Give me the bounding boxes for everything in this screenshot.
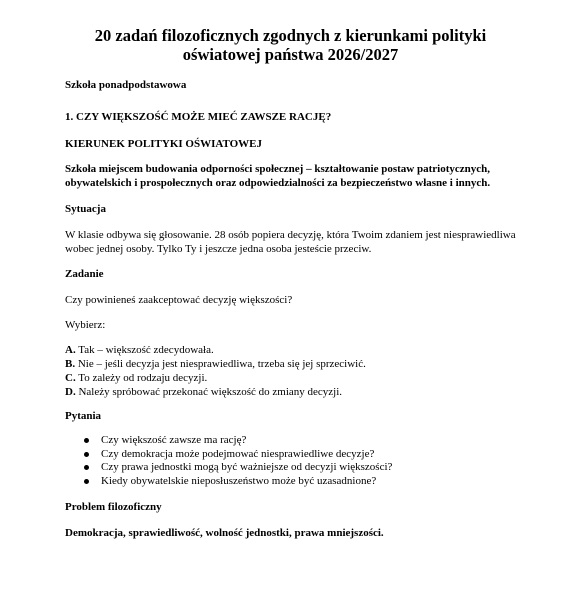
title-line-1: 20 zadań filozoficznych zgodnych z kierunkami polityki [94,26,487,45]
option-d [65,385,530,399]
policy-text [65,162,530,190]
options-list [65,343,530,399]
question-text: Czy prawa jednostki mogą być ważniejsze od decyzji większości? [101,461,393,473]
option-letter: B. [65,358,76,370]
school-level: Szkoła ponadpodstawowa [65,79,187,91]
option-a [65,343,530,357]
situation-text-line-2: wobec jednej osoby. Tylko Ty i jeszcze jedna osoba jesteście przeciw. [65,243,372,255]
option-text: Tak – większość zdecydowała. [75,344,214,356]
title-line-2: oświatowej państwa 2026/2027 [182,45,399,64]
problem-text: Demokracja, sprawiedliwość, wolność jednostki, prawa mniejszości. [65,527,384,539]
policy-text-line-2: obywatelskich i prospołecznych oraz odpowiedzialności za bezpieczeństwo własne i innych. [65,177,491,189]
option-letter: A. [65,344,76,356]
option-letter: C. [65,372,76,384]
question-item [84,448,392,462]
option-text: Nie – jeśli decyzja jest niesprawiedliwa, trzeba się jej sprzeciwić. [75,358,366,370]
option-c [65,371,530,385]
question-text: Czy demokracja może podejmować niesprawiedliwe decyzje? [101,447,375,460]
task-heading: 1. CZY WIĘKSZOŚĆ MOŻE MIEĆ ZAWSZE RACJĘ? [65,111,332,123]
question-item [84,475,392,489]
questions-list [84,434,392,488]
question-text: Czy większość zawsze ma rację? [101,434,247,446]
option-text: To zależy od rodzaju decyzji. [75,372,208,384]
document-title [40,26,541,64]
bullet-icon [84,438,89,443]
choose-label: Wybierz: [65,319,106,331]
option-letter: D. [65,386,76,398]
bullet-icon [84,465,89,470]
policy-heading: KIERUNEK POLITYKI OŚWIATOWEJ [65,138,263,150]
questions-heading: Pytania [65,410,102,422]
bullet-icon [84,479,89,484]
task-label: Zadanie [65,268,104,280]
situation-text [65,228,530,256]
situation-text-line-1: W klasie odbywa się głosowanie. 28 osób popiera decyzję, która Twoim zdaniem jest niesprawiedliwa [65,229,516,241]
question-item [84,434,392,448]
problem-heading: Problem filozoficzny [65,501,162,513]
bullet-icon [84,452,89,457]
question-item [84,461,392,475]
question-text: Kiedy obywatelskie nieposłuszeństwo może być uzasadnione? [101,474,377,487]
situation-heading: Sytuacja [65,203,106,215]
option-b [65,357,530,371]
task-question: Czy powinieneś zaakceptować decyzję większości? [65,294,293,306]
policy-text-line-1: Szkoła miejscem budowania odporności społecznej – kształtowanie postaw patriotycznych, [65,163,491,175]
option-text: Należy spróbować przekonać większość do zmiany decyzji. [75,386,343,398]
